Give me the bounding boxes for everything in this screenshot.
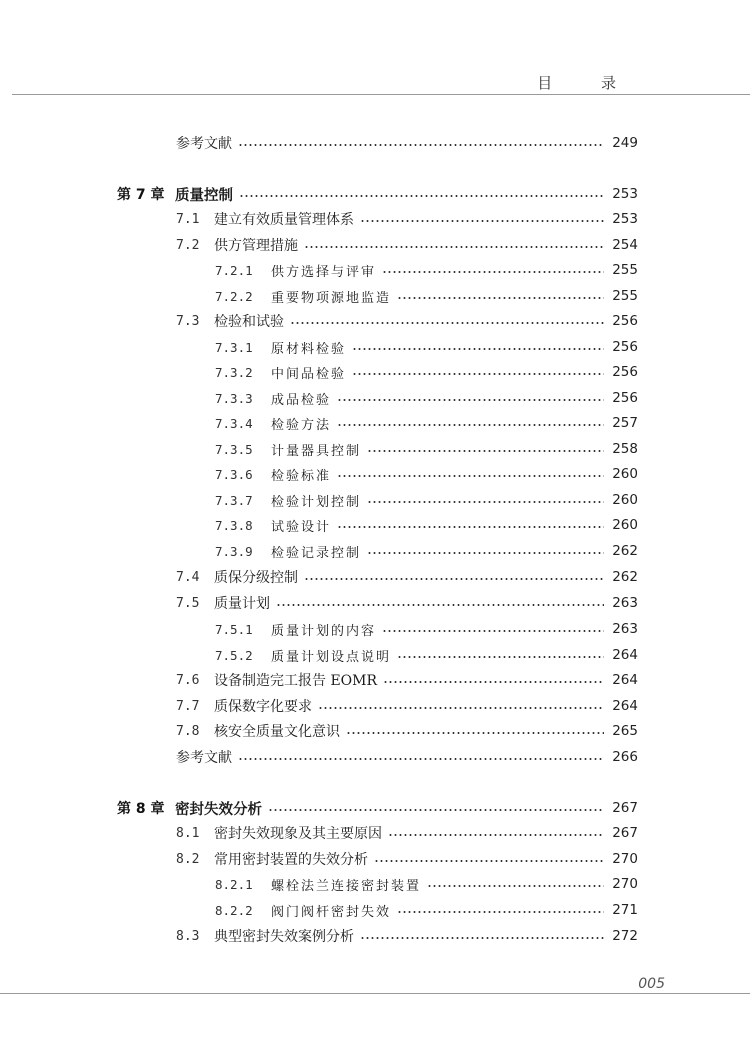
dot-leader — [360, 220, 604, 222]
toc-entry-page: 264 — [612, 647, 638, 663]
toc-section-entry[interactable] — [176, 233, 638, 257]
dot-leader — [337, 399, 604, 401]
toc-entry-number: 7.3.7 — [215, 492, 253, 508]
dot-leader — [268, 809, 604, 811]
toc-entry-page: 256 — [612, 313, 638, 329]
dot-leader — [238, 758, 604, 760]
dot-leader — [318, 707, 604, 709]
toc-subsection-entry[interactable] — [215, 411, 638, 435]
toc-subsection-entry[interactable] — [215, 437, 638, 461]
toc-entry-page: 263 — [612, 595, 638, 611]
toc-subsection-entry[interactable] — [215, 386, 638, 410]
toc-subsection-entry[interactable] — [215, 258, 638, 282]
toc-entry-page: 265 — [612, 723, 638, 739]
dot-leader — [337, 526, 604, 528]
toc-entry-page: 271 — [612, 902, 638, 918]
toc-entry-title: 质量计划 — [214, 596, 270, 612]
dot-leader — [427, 885, 604, 887]
toc-entry-title: 试验设计 — [271, 519, 332, 535]
toc-entry-title: 质量计划的内容 — [271, 623, 377, 639]
toc-entry-number: 8.2.2 — [215, 902, 253, 918]
toc-entry-number: 7.5.1 — [215, 621, 253, 637]
toc-chapter-entry[interactable] — [117, 796, 638, 820]
toc-entry-page: 260 — [612, 517, 638, 533]
toc-entry-page: 264 — [612, 698, 638, 714]
toc-entry-number: 7.3.2 — [215, 364, 253, 380]
toc-entry-number: 7.3.1 — [215, 339, 253, 355]
dot-leader — [304, 578, 604, 580]
toc-entry-number: 7.5 — [176, 595, 200, 611]
toc-section-entry[interactable] — [176, 694, 638, 718]
toc-entry-number: 7.7 — [176, 698, 200, 714]
toc-entry-title: 检验标准 — [271, 468, 332, 484]
toc-entry-number: 7.2.1 — [215, 262, 253, 278]
dot-leader — [337, 424, 604, 426]
dot-leader — [239, 195, 604, 197]
dot-leader — [367, 450, 604, 452]
toc-entry-page: 272 — [612, 928, 638, 944]
toc-entry-number: 7.2.2 — [215, 288, 253, 304]
toc-entry-title: 建立有效质量管理体系 — [214, 212, 354, 228]
dot-leader — [360, 937, 604, 939]
toc-entry-number: 8.3 — [176, 928, 200, 944]
toc-entry-page: 262 — [612, 543, 638, 559]
toc-entry-page: 270 — [612, 851, 638, 867]
toc-entry-number: 7.3.9 — [215, 543, 253, 559]
dot-leader — [397, 297, 604, 299]
toc-subsection-entry[interactable] — [215, 643, 638, 667]
toc-entry-page: 253 — [612, 211, 638, 227]
dot-leader — [367, 501, 604, 503]
toc-entry-page: 255 — [612, 262, 638, 278]
toc-entry-number: 第 8 章 — [117, 801, 165, 817]
dot-leader — [388, 834, 604, 836]
toc-entry-title: 设备制造完工报告 EOMR — [214, 673, 378, 689]
toc-entry-title: 供方管理措施 — [214, 238, 298, 254]
toc-subsection-entry[interactable] — [215, 513, 638, 537]
dot-leader — [352, 373, 604, 375]
toc-entry-title: 计量器具控制 — [271, 443, 362, 459]
toc-entry-number: 7.1 — [176, 211, 200, 227]
toc-section-entry[interactable] — [176, 207, 638, 231]
dot-leader — [374, 860, 604, 862]
footer-rule — [0, 993, 750, 994]
toc-references-entry[interactable] — [176, 131, 638, 155]
toc-chapter-entry[interactable] — [117, 182, 638, 206]
page-number: 005 — [638, 976, 665, 992]
toc-subsection-entry[interactable] — [215, 539, 638, 563]
toc-section-entry[interactable] — [176, 309, 638, 333]
dot-leader — [383, 681, 604, 683]
toc-entry-title: 检验计划控制 — [271, 494, 362, 510]
toc-entry-number: 7.3.6 — [215, 466, 253, 482]
dot-leader — [290, 322, 604, 324]
toc-entry-number: 7.3.8 — [215, 517, 253, 533]
dot-leader — [346, 732, 604, 734]
toc-entry-page: 255 — [612, 288, 638, 304]
toc-section-entry[interactable] — [176, 847, 638, 871]
dot-leader — [382, 271, 604, 273]
toc-section-entry[interactable] — [176, 821, 638, 845]
toc-entry-page: 256 — [612, 339, 638, 355]
toc-subsection-entry[interactable] — [215, 360, 638, 384]
dot-leader — [337, 475, 604, 477]
dot-leader — [276, 604, 604, 606]
toc-entry-title: 检验方法 — [271, 417, 332, 433]
toc-entry-title: 螺栓法兰连接密封装置 — [271, 878, 422, 894]
toc-entry-page: 253 — [612, 186, 638, 202]
toc-entry-number: 7.3.5 — [215, 441, 253, 457]
toc-entry-title: 供方选择与评审 — [271, 264, 377, 280]
toc-subsection-entry[interactable] — [215, 898, 638, 922]
toc-entry-page: 263 — [612, 621, 638, 637]
running-header-title: 目 录 — [537, 74, 638, 92]
toc-subsection-entry[interactable] — [215, 284, 638, 308]
dot-leader — [304, 246, 604, 248]
toc-subsection-entry[interactable] — [215, 335, 638, 359]
toc-entry-title: 检验记录控制 — [271, 545, 362, 561]
toc-entry-number: 7.6 — [176, 672, 200, 688]
dot-leader — [238, 144, 604, 146]
toc-entry-page: 258 — [612, 441, 638, 457]
toc-entry-title: 阀门阀杆密封失效 — [271, 904, 392, 920]
toc-entry-title: 原材料检验 — [271, 341, 347, 357]
toc-section-entry[interactable] — [176, 924, 638, 948]
toc-entry-number: 7.3.3 — [215, 390, 253, 406]
toc-entry-title: 典型密封失效案例分析 — [214, 929, 354, 945]
toc-entry-number: 7.3 — [176, 313, 200, 329]
toc-entry-page: 270 — [612, 876, 638, 892]
toc-entry-number: 7.8 — [176, 723, 200, 739]
toc-entry-title: 中间品检验 — [271, 366, 347, 382]
dot-leader — [397, 656, 604, 658]
toc-subsection-entry[interactable] — [215, 488, 638, 512]
toc-entry-title: 参考文献 — [176, 750, 232, 766]
toc-section-entry[interactable] — [176, 591, 638, 615]
dot-leader — [352, 348, 604, 350]
header-rule — [12, 94, 750, 95]
toc-entry-number: 7.2 — [176, 237, 200, 253]
toc-entry-page: 256 — [612, 364, 638, 380]
toc-entry-page: 266 — [612, 749, 638, 765]
toc-subsection-entry[interactable] — [215, 872, 638, 896]
dot-leader — [397, 911, 604, 913]
toc-entry-number: 8.2.1 — [215, 876, 253, 892]
toc-entry-page: 249 — [612, 135, 638, 151]
toc-entry-title: 质量控制 — [175, 187, 233, 204]
toc-entry-title: 质保分级控制 — [214, 570, 298, 586]
toc-references-entry[interactable] — [176, 745, 638, 769]
toc-entry-title: 质量计划设点说明 — [271, 649, 392, 665]
toc-entry-number: 8.1 — [176, 825, 200, 841]
toc-section-entry[interactable] — [176, 719, 638, 743]
toc-section-entry[interactable] — [176, 668, 638, 692]
toc-entry-number: 7.3.4 — [215, 415, 253, 431]
toc-entry-number: 7.5.2 — [215, 647, 253, 663]
toc-entry-title: 密封失效分析 — [175, 801, 262, 818]
toc-entry-title: 参考文献 — [176, 136, 232, 152]
toc-entry-page: 254 — [612, 237, 638, 253]
toc-entry-number: 第 7 章 — [117, 187, 165, 203]
toc-entry-title: 重要物项源地监造 — [271, 290, 392, 306]
dot-leader — [382, 630, 604, 632]
toc-entry-title: 常用密封装置的失效分析 — [214, 852, 368, 868]
toc-entry-page: 262 — [612, 569, 638, 585]
toc-entry-page: 260 — [612, 492, 638, 508]
toc-entry-page: 257 — [612, 415, 638, 431]
toc-entry-title: 核安全质量文化意识 — [214, 724, 340, 740]
toc-entry-page: 267 — [612, 825, 638, 841]
toc-entry-title: 成品检验 — [271, 392, 332, 408]
toc-subsection-entry[interactable] — [215, 462, 638, 486]
toc-entry-page: 267 — [612, 800, 638, 816]
toc-subsection-entry[interactable] — [215, 617, 638, 641]
toc-entry-title: 密封失效现象及其主要原因 — [214, 826, 382, 842]
dot-leader — [367, 552, 604, 554]
toc-section-entry[interactable] — [176, 565, 638, 589]
toc-entry-page: 264 — [612, 672, 638, 688]
toc-entry-number: 8.2 — [176, 851, 200, 867]
toc-entry-title: 检验和试验 — [214, 314, 284, 330]
toc-entry-number: 7.4 — [176, 569, 200, 585]
toc-entry-page: 256 — [612, 390, 638, 406]
toc-entry-title: 质保数字化要求 — [214, 699, 312, 715]
toc-entry-page: 260 — [612, 466, 638, 482]
